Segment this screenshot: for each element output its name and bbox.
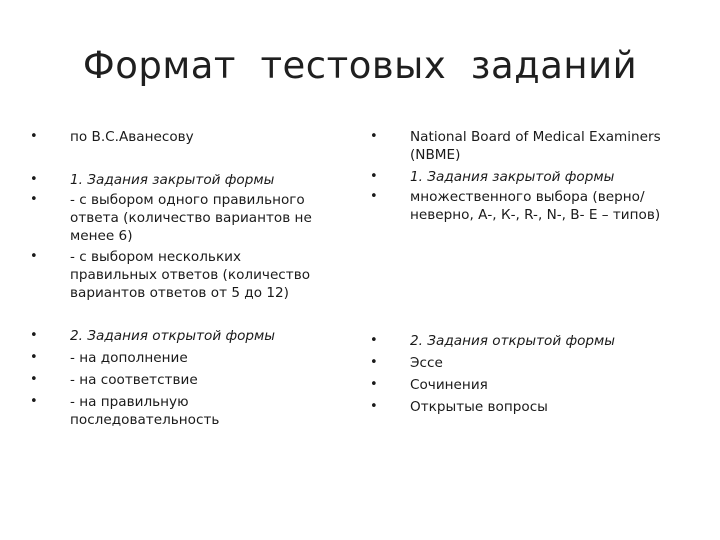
bullet-icon: • [30,372,38,387]
list-item-text: National Board of Medical Examiners (NBME) [410,129,661,163]
bullet-icon: • [30,172,38,187]
list-item-text: - с выбором одного правильного ответа (количество вариантов не менее 6) [70,192,312,244]
list-item [370,168,614,186]
list-item [370,354,443,372]
list-item [30,371,198,389]
bullet-icon: • [30,394,38,409]
list-item-text: множественного выбора (верно/неверно, А-, К-, R-, N-, В- Е – типов) [410,189,661,223]
bullet-icon: • [30,129,38,144]
bullet-icon: • [370,189,378,204]
bullet-icon: • [30,249,38,264]
slide-title: Формат тестовых заданий [82,44,638,87]
bullet-icon: • [30,350,38,365]
list-item-text: 2. Задания открытой формы [70,328,276,344]
list-item-text: Сочинения [410,377,488,393]
list-item [370,332,615,350]
bullet-icon: • [370,129,378,144]
bullet-icon: • [30,192,38,207]
list-item-text: - на правильную последовательность [70,394,220,428]
list-item [30,191,320,245]
list-item [370,128,690,164]
list-item-text: 1. Задания закрытой формы [410,169,615,185]
bullet-icon: • [370,355,378,370]
list-item [30,171,274,189]
bullet-icon: • [370,399,378,414]
bullet-icon: • [370,333,378,348]
bullet-icon: • [370,169,378,184]
list-item-text: - на соответствие [70,372,198,388]
list-item [30,248,320,302]
list-item [30,393,270,429]
list-item [30,327,275,345]
list-item [370,376,488,394]
list-item [30,349,188,367]
list-item-text: Эссе [410,355,443,371]
list-item-text: 1. Задания закрытой формы [70,172,275,188]
list-item [30,128,194,146]
list-item-text: - с выбором нескольких правильных ответов (количество вариантов ответов от 5 до 12) [70,249,311,301]
list-item [370,398,548,416]
list-item-text: 2. Задания открытой формы [410,333,616,349]
bullet-icon: • [370,377,378,392]
list-item-text: Открытые вопросы [410,399,548,415]
list-item-text: по В.С.Аванесову [70,129,194,145]
bullet-icon: • [30,328,38,343]
list-item-text: - на дополнение [70,350,188,366]
list-item [370,188,690,224]
